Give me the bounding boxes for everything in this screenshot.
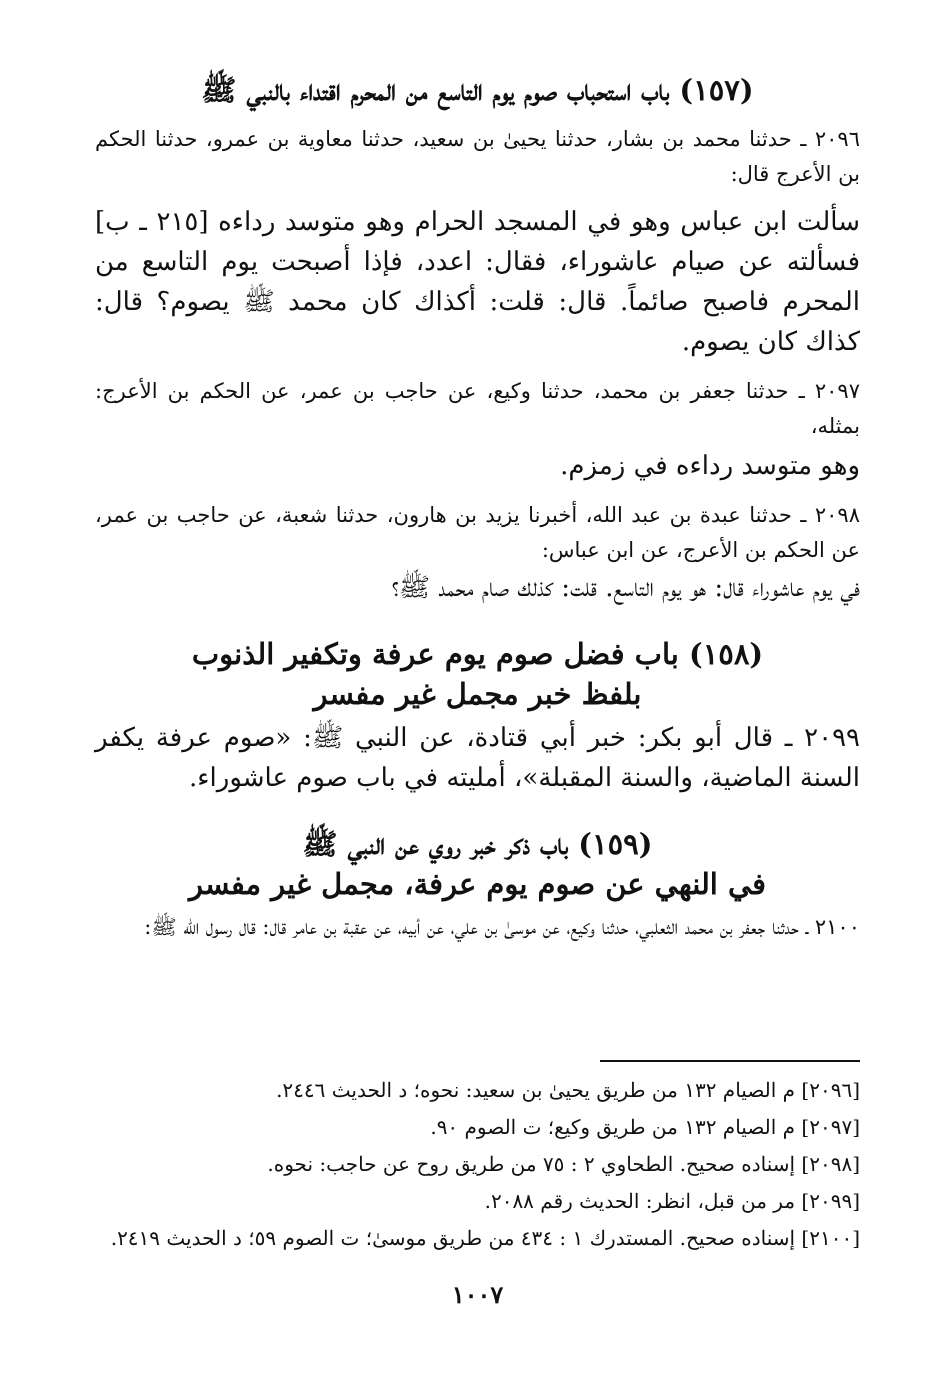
hadith-2097-text: وهو متوسد رداءه في زمزم. bbox=[560, 451, 860, 481]
footnotes bbox=[95, 1060, 860, 1257]
footnote-2100: [٢١٠٠] إسناده صحيح. المستدرك ١ : ٤٣٤ من طريق موسىٰ؛ ت الصوم ٥٩؛ د الحديث ٢٤١٩. bbox=[110, 1226, 860, 1250]
page-number: ١٠٠٧ bbox=[451, 1280, 504, 1309]
chapter-heading-158-line2: بلفظ خبر مجمل غير مفسر bbox=[313, 677, 642, 711]
hadith-2099-text: ٢٠٩٩ ـ قال أبو بكر: خبر أبي قتادة، عن النبي ﷺ: «صوم عرفة يكفر السنة الماضية، والسنة المقبلة»، أمليته في باب صوم عاشوراء. bbox=[95, 723, 860, 793]
footnote-divider bbox=[600, 1060, 860, 1062]
hadith-2097-chain: ٢٠٩٧ ـ حدثنا جعفر بن محمد، حدثنا وكيع، عن حاجب بن عمر، عن الحكم بن الأعرج: بمثله، bbox=[95, 379, 860, 438]
hadith-2098-chain: ٢٠٩٨ ـ حدثنا عبدة بن عبد الله، أخبرنا يزيد بن هارون، حدثنا شعبة، عن حاجب بن عمر، عن الحكم بن الأعرج، عن ابن عباس: bbox=[95, 503, 860, 562]
hadith-2096-text: سألت ابن عباس وهو في المسجد الحرام وهو متوسد رداءه [٢١٥ ـ ب] فسألته عن صيام عاشوراء، فقال: اعدد، فإذا أصبحت يوم التاسع من المحرم فاصبح صائماً. قال: قلت: أكذاك كان محمد ﷺ يصوم؟ قال: كذاك كان يصوم. bbox=[95, 207, 860, 357]
chapter-heading-159-line1: (١٥٩) باب ذكر خبر روي عن النبي ﷺ bbox=[302, 827, 653, 861]
hadith-2098-text: في يوم عاشوراء قال: هو يوم التاسع. قلت: كذلك صام محمد ﷺ؟ bbox=[391, 573, 860, 603]
footnote-2098: [٢٠٩٨] إسناده صحيح. الطحاوي ٢ : ٧٥ من طريق روح عن حاجب: نحوه. bbox=[267, 1152, 860, 1176]
chapter-heading-159-line2: في النهي عن صوم يوم عرفة، مجمل غير مفسر bbox=[189, 867, 766, 901]
book-page bbox=[95, 70, 860, 1330]
footnote-2097: [٢٠٩٧] م الصيام ١٣٢ من طريق وكيع؛ ت الصوم ٩٠. bbox=[430, 1115, 860, 1139]
footnote-2099: [٢٠٩٩] مر من قبل، انظر: الحديث رقم ٢٠٨٨. bbox=[484, 1189, 860, 1213]
hadith-2100-chain: ٢١٠٠ ـ حدثنا جعفر بن محمد الثعلبي، حدثنا وكيع، عن موسىٰ بن علي، عن أبيه، عن عقبة بن عامر قال: قال رسول الله ﷺ: bbox=[144, 915, 860, 939]
footnote-2096: [٢٠٩٦] م الصيام ١٣٢ من طريق يحيىٰ بن سعيد: نحوه؛ د الحديث ٢٤٤٦. bbox=[276, 1078, 860, 1102]
chapter-heading-157: (١٥٧) باب استحباب صوم يوم التاسع من المحرم اقتداء بالنبي ﷺ bbox=[201, 73, 754, 107]
hadith-2096-chain: ٢٠٩٦ ـ حدثنا محمد بن بشار، حدثنا يحيىٰ بن سعيد، حدثنا معاوية بن عمرو، حدثنا الحكم بن الأعرج قال: bbox=[95, 127, 860, 186]
chapter-heading-158-line1: (١٥٨) باب فضل صوم يوم عرفة وتكفير الذنوب bbox=[191, 637, 764, 671]
